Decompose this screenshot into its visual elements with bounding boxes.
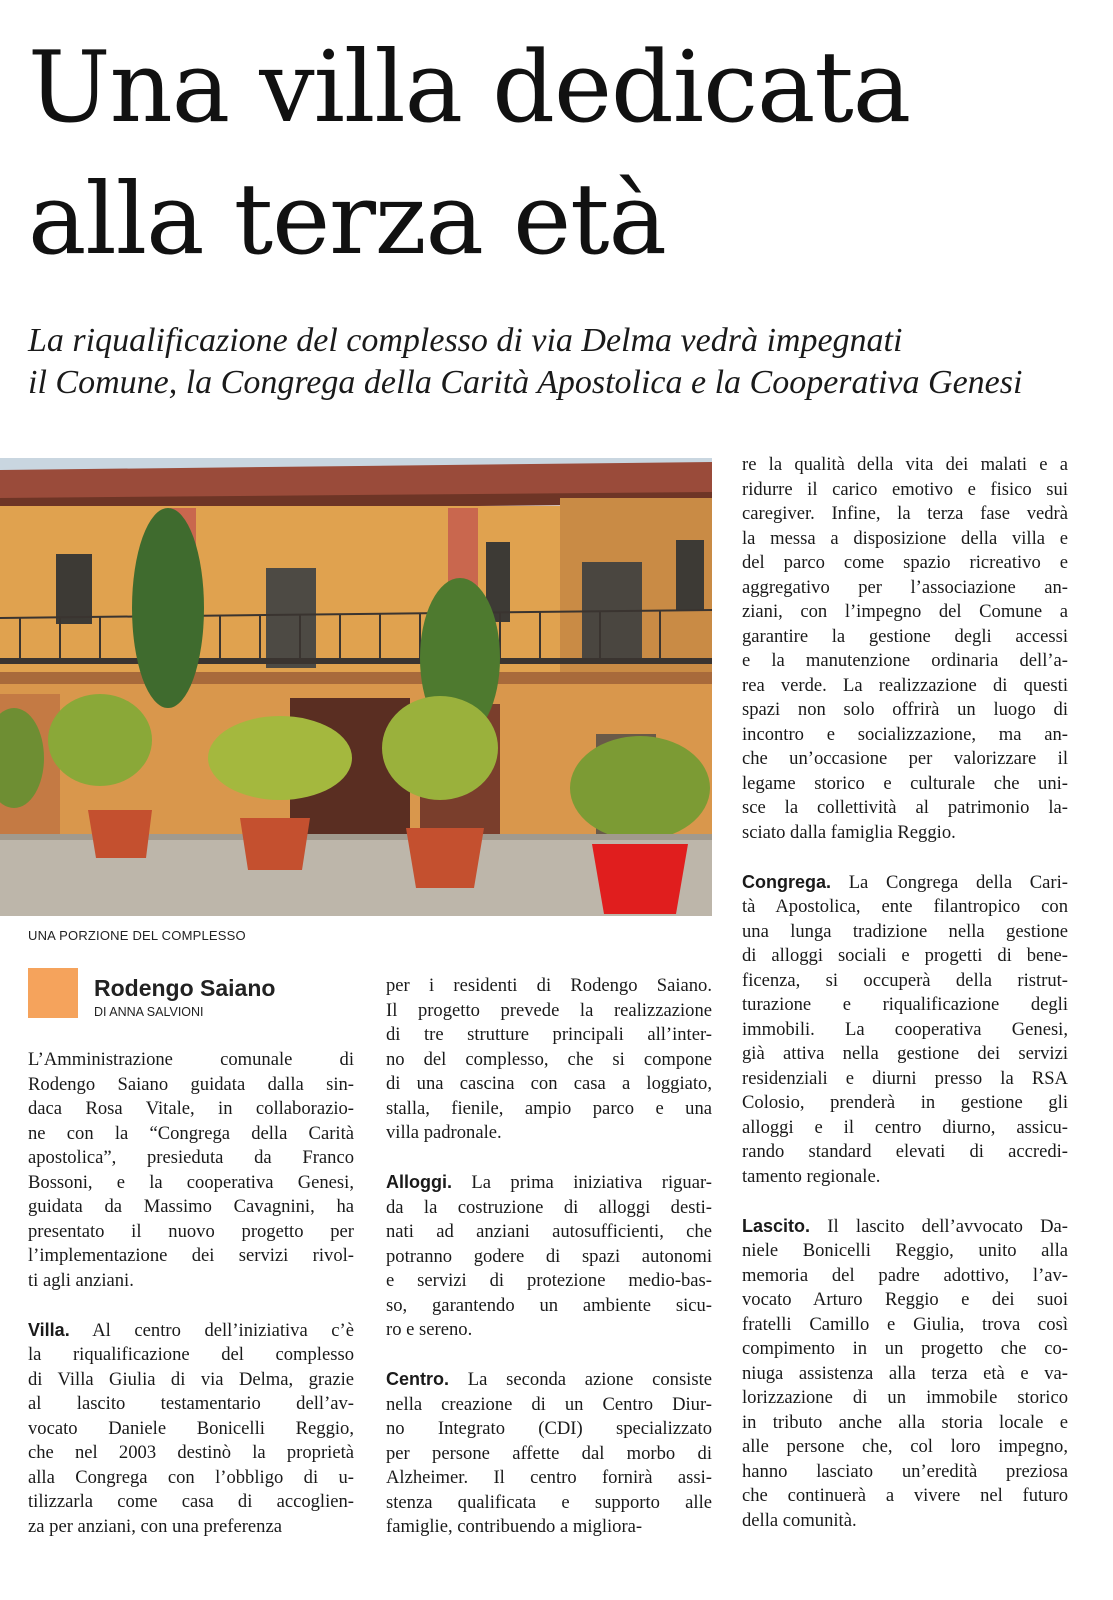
paragraph-line: potranno godere di spazi autonomi — [386, 1245, 712, 1267]
headline-line-1: Una villa dedicata — [28, 31, 911, 145]
subheadline — [28, 320, 1098, 404]
paragraph-line: tilizzarla come casa di accoglien- — [28, 1491, 354, 1512]
section-label: Villa. — [28, 1319, 70, 1340]
paragraph-line: compimento in un progetto che co- — [742, 1338, 1068, 1359]
paragraph-gap — [386, 1146, 712, 1171]
headline-line-2: alla terza età — [28, 163, 666, 277]
paragraph-line: della comunità. — [742, 1509, 857, 1531]
paragraph-line: da la costruzione di alloggi desti- — [386, 1196, 712, 1218]
paragraph-line: che nel 2003 destinò la proprietà — [28, 1442, 354, 1463]
paragraph-line: l’implementazione dei servizi rivol- — [28, 1245, 354, 1266]
paragraph-line: alloggi e il centro diurno, assicu- — [742, 1116, 1068, 1138]
byline-author: DI ANNA SALVIONI — [94, 1005, 204, 1019]
paragraph-line: nella creazione di un Centro Diur- — [386, 1393, 712, 1415]
paragraph-line: e servizi di protezione medio-bas- — [386, 1270, 712, 1291]
paragraph-line: Rodengo Saiano guidata dalla sin- — [28, 1073, 354, 1095]
paragraph-line: vocato Arturo Reggio e dei suoi — [742, 1289, 1068, 1310]
paragraph-line: apostolica”, presieduta da Franco — [28, 1147, 354, 1168]
section-label: Congrega. — [742, 871, 832, 892]
section-label: Alloggi. — [386, 1172, 452, 1192]
paragraph-line: per i residenti di Rodengo Saiano. — [386, 975, 712, 996]
paragraph-line: turazione e riqualificazione degli — [742, 994, 1068, 1015]
paragraph-line: di tre strutture principali all’inter- — [386, 1024, 712, 1045]
subheadline-line-1: La riqualificazione del complesso di via Delma vedrà impegnati — [28, 322, 903, 359]
paragraph-line: za per anziani, con una preferenza — [28, 1515, 282, 1537]
paragraph-lead-line — [386, 1367, 712, 1393]
paragraph-line: tà Apostolica, ente filantropico con — [742, 896, 1068, 917]
paragraph-line: vocato Daniele Bonicelli Reggio, — [28, 1417, 354, 1439]
paragraph-line: stenza qualificata e supporto alle — [386, 1491, 712, 1513]
paragraph-line: rando standard elevati di accredi- — [742, 1141, 1068, 1162]
paragraph-line: una lunga tradizione nella gestione — [742, 920, 1068, 942]
section-label: Centro. — [386, 1369, 449, 1389]
paragraph-line: e la manutenzione ordinaria dell’a- — [742, 650, 1068, 671]
paragraph-line: hanno lasciato un’eredità preziosa — [742, 1460, 1068, 1482]
paragraph-line: famiglie, contribuendo a migliora- — [386, 1516, 643, 1537]
paragraph-line: ridurre il carico emotivo e fisico sui — [742, 478, 1068, 500]
paragraph-line: residenziali e diurni presso la RSA — [742, 1067, 1068, 1089]
paragraph-text: La seconda azione consiste — [449, 1369, 712, 1390]
paragraph-line: Colosio, prenderà in gestione gli — [742, 1092, 1068, 1113]
paragraph-line: fratelli Camillo e Giulia, trova così — [742, 1313, 1068, 1335]
paragraph-text: La prima iniziativa riguar- — [452, 1172, 712, 1193]
paragraph-line: L’Amministrazione comunale di — [28, 1049, 354, 1070]
paragraph-line: villa padronale. — [386, 1122, 502, 1143]
section-label: Lascito. — [742, 1215, 811, 1236]
paragraph-line: rea verde. La realizzazione di questi — [742, 674, 1068, 696]
paragraph-line: stalla, fienile, ampio parco e una — [386, 1097, 712, 1119]
paragraph-line: tamento regionale. — [742, 1165, 881, 1187]
article-column-3 — [742, 453, 1068, 1533]
article-column-2 — [386, 974, 712, 1540]
paragraph-lead-line — [28, 1318, 354, 1344]
paragraph-gap — [742, 1189, 1068, 1214]
paragraph-line: che un’occasione per valorizzare il — [742, 748, 1068, 769]
photo-caption: UNA PORZIONE DEL COMPLESSO — [28, 928, 246, 943]
paragraph-line: lorizzazione di un immobile storico — [742, 1387, 1068, 1408]
paragraph-line: di Villa Giulia di via Delma, grazie — [28, 1368, 354, 1390]
paragraph-line: incontro e socializzazione, ma an- — [742, 723, 1068, 745]
paragraph-line: che continuerà a vivere nel futuro — [742, 1485, 1068, 1506]
paragraph-line: legame storico e culturale che uni- — [742, 772, 1068, 794]
paragraph-line: Alzheimer. Il centro fornirà assi- — [386, 1467, 712, 1488]
paragraph-lead-line — [742, 870, 1068, 896]
headline — [28, 22, 1108, 286]
paragraph-line: garantire la gestione degli accessi — [742, 625, 1068, 647]
paragraph-line: guidata da Massimo Cavagnini, ha — [28, 1196, 354, 1217]
paragraph-line: ti agli anziani. — [28, 1269, 134, 1291]
byline-place: Rodengo Saiano — [94, 975, 276, 1001]
paragraph-line: sciato dalla famiglia Reggio. — [742, 821, 956, 843]
paragraph-line: no Integrato (CDI) specializzato — [386, 1418, 712, 1439]
paragraph-line: aggregativo per l’associazione an- — [742, 576, 1068, 598]
paragraph-line: nati ad anziani autosufficienti, che — [386, 1221, 712, 1242]
paragraph-text: Il lascito dell’avvocato Da- — [810, 1215, 1068, 1237]
paragraph-line: niele Bonicelli Reggio, unito alla — [742, 1240, 1068, 1261]
paragraph-line: re la qualità della vita dei malati e a — [742, 454, 1068, 475]
paragraph-line: memoria del padre adottivo, l’av- — [742, 1264, 1068, 1286]
subheadline-line-2: il Comune, la Congrega della Carità Apostolica e la Cooperativa Genesi — [28, 364, 1023, 401]
paragraph-line: so, garantendo un ambiente sicu- — [386, 1294, 712, 1316]
article-photo — [0, 458, 712, 916]
paragraph-line: Il progetto prevede la realizzazione — [386, 999, 712, 1021]
byline-accent-square — [28, 968, 78, 1018]
paragraph-line: Bossoni, e la cooperativa Genesi, — [28, 1171, 354, 1193]
paragraph-text: Al centro dell’iniziativa c’è — [69, 1319, 354, 1341]
paragraph-line: ziani, con l’impegno del Comune a — [742, 601, 1068, 622]
paragraph-line: ficenza, si occuperà della ristrut- — [742, 969, 1068, 991]
paragraph-line: immobili. La cooperativa Genesi, — [742, 1018, 1068, 1040]
paragraph-line: sce la collettività al patrimonio la- — [742, 797, 1068, 818]
paragraph-line: la messa a disposizione della villa e — [742, 527, 1068, 549]
paragraph-line: presentato il nuovo progetto per — [28, 1220, 354, 1242]
paragraph-line: la riqualificazione del complesso — [28, 1344, 354, 1365]
paragraph-line: in tributo anche alla storia locale e — [742, 1411, 1068, 1433]
paragraph-line: niuga assistenza alla terza età e va- — [742, 1362, 1068, 1384]
paragraph-gap — [386, 1343, 712, 1368]
paragraph-line: ne con la “Congrega della Carità — [28, 1122, 354, 1144]
paragraph-line: ro e sereno. — [386, 1319, 473, 1340]
paragraph-line: spazi non solo offrirà un luogo di — [742, 699, 1068, 720]
paragraph-line: alla Congrega con l’obbligo di u- — [28, 1466, 354, 1488]
paragraph-line: no del complesso, che si compone — [386, 1048, 712, 1070]
article-column-1 — [28, 1048, 354, 1539]
paragraph-line: già attiva nella gestione dei servizi — [742, 1043, 1068, 1064]
paragraph-line: al lascito testamentario dell’av- — [28, 1393, 354, 1414]
paragraph-line: daca Rosa Vitale, in collaborazio- — [28, 1098, 354, 1119]
paragraph-gap — [28, 1293, 354, 1318]
paragraph-text: La Congrega della Cari- — [831, 871, 1068, 893]
paragraph-line: di una cascina con casa a loggiato, — [386, 1073, 712, 1094]
paragraph-lead-line — [742, 1214, 1068, 1240]
paragraph-line: per persone affette dal morbo di — [386, 1442, 712, 1464]
paragraph-gap — [742, 845, 1068, 870]
paragraph-line: di alloggi sociali e progetti di bene- — [742, 945, 1068, 966]
paragraph-lead-line — [386, 1170, 712, 1196]
paragraph-line: caregiver. Infine, la terza fase vedrà — [742, 503, 1068, 524]
paragraph-line: alle persone che, col loro impegno, — [742, 1436, 1068, 1457]
paragraph-line: del parco come spazio ricreativo e — [742, 552, 1068, 573]
